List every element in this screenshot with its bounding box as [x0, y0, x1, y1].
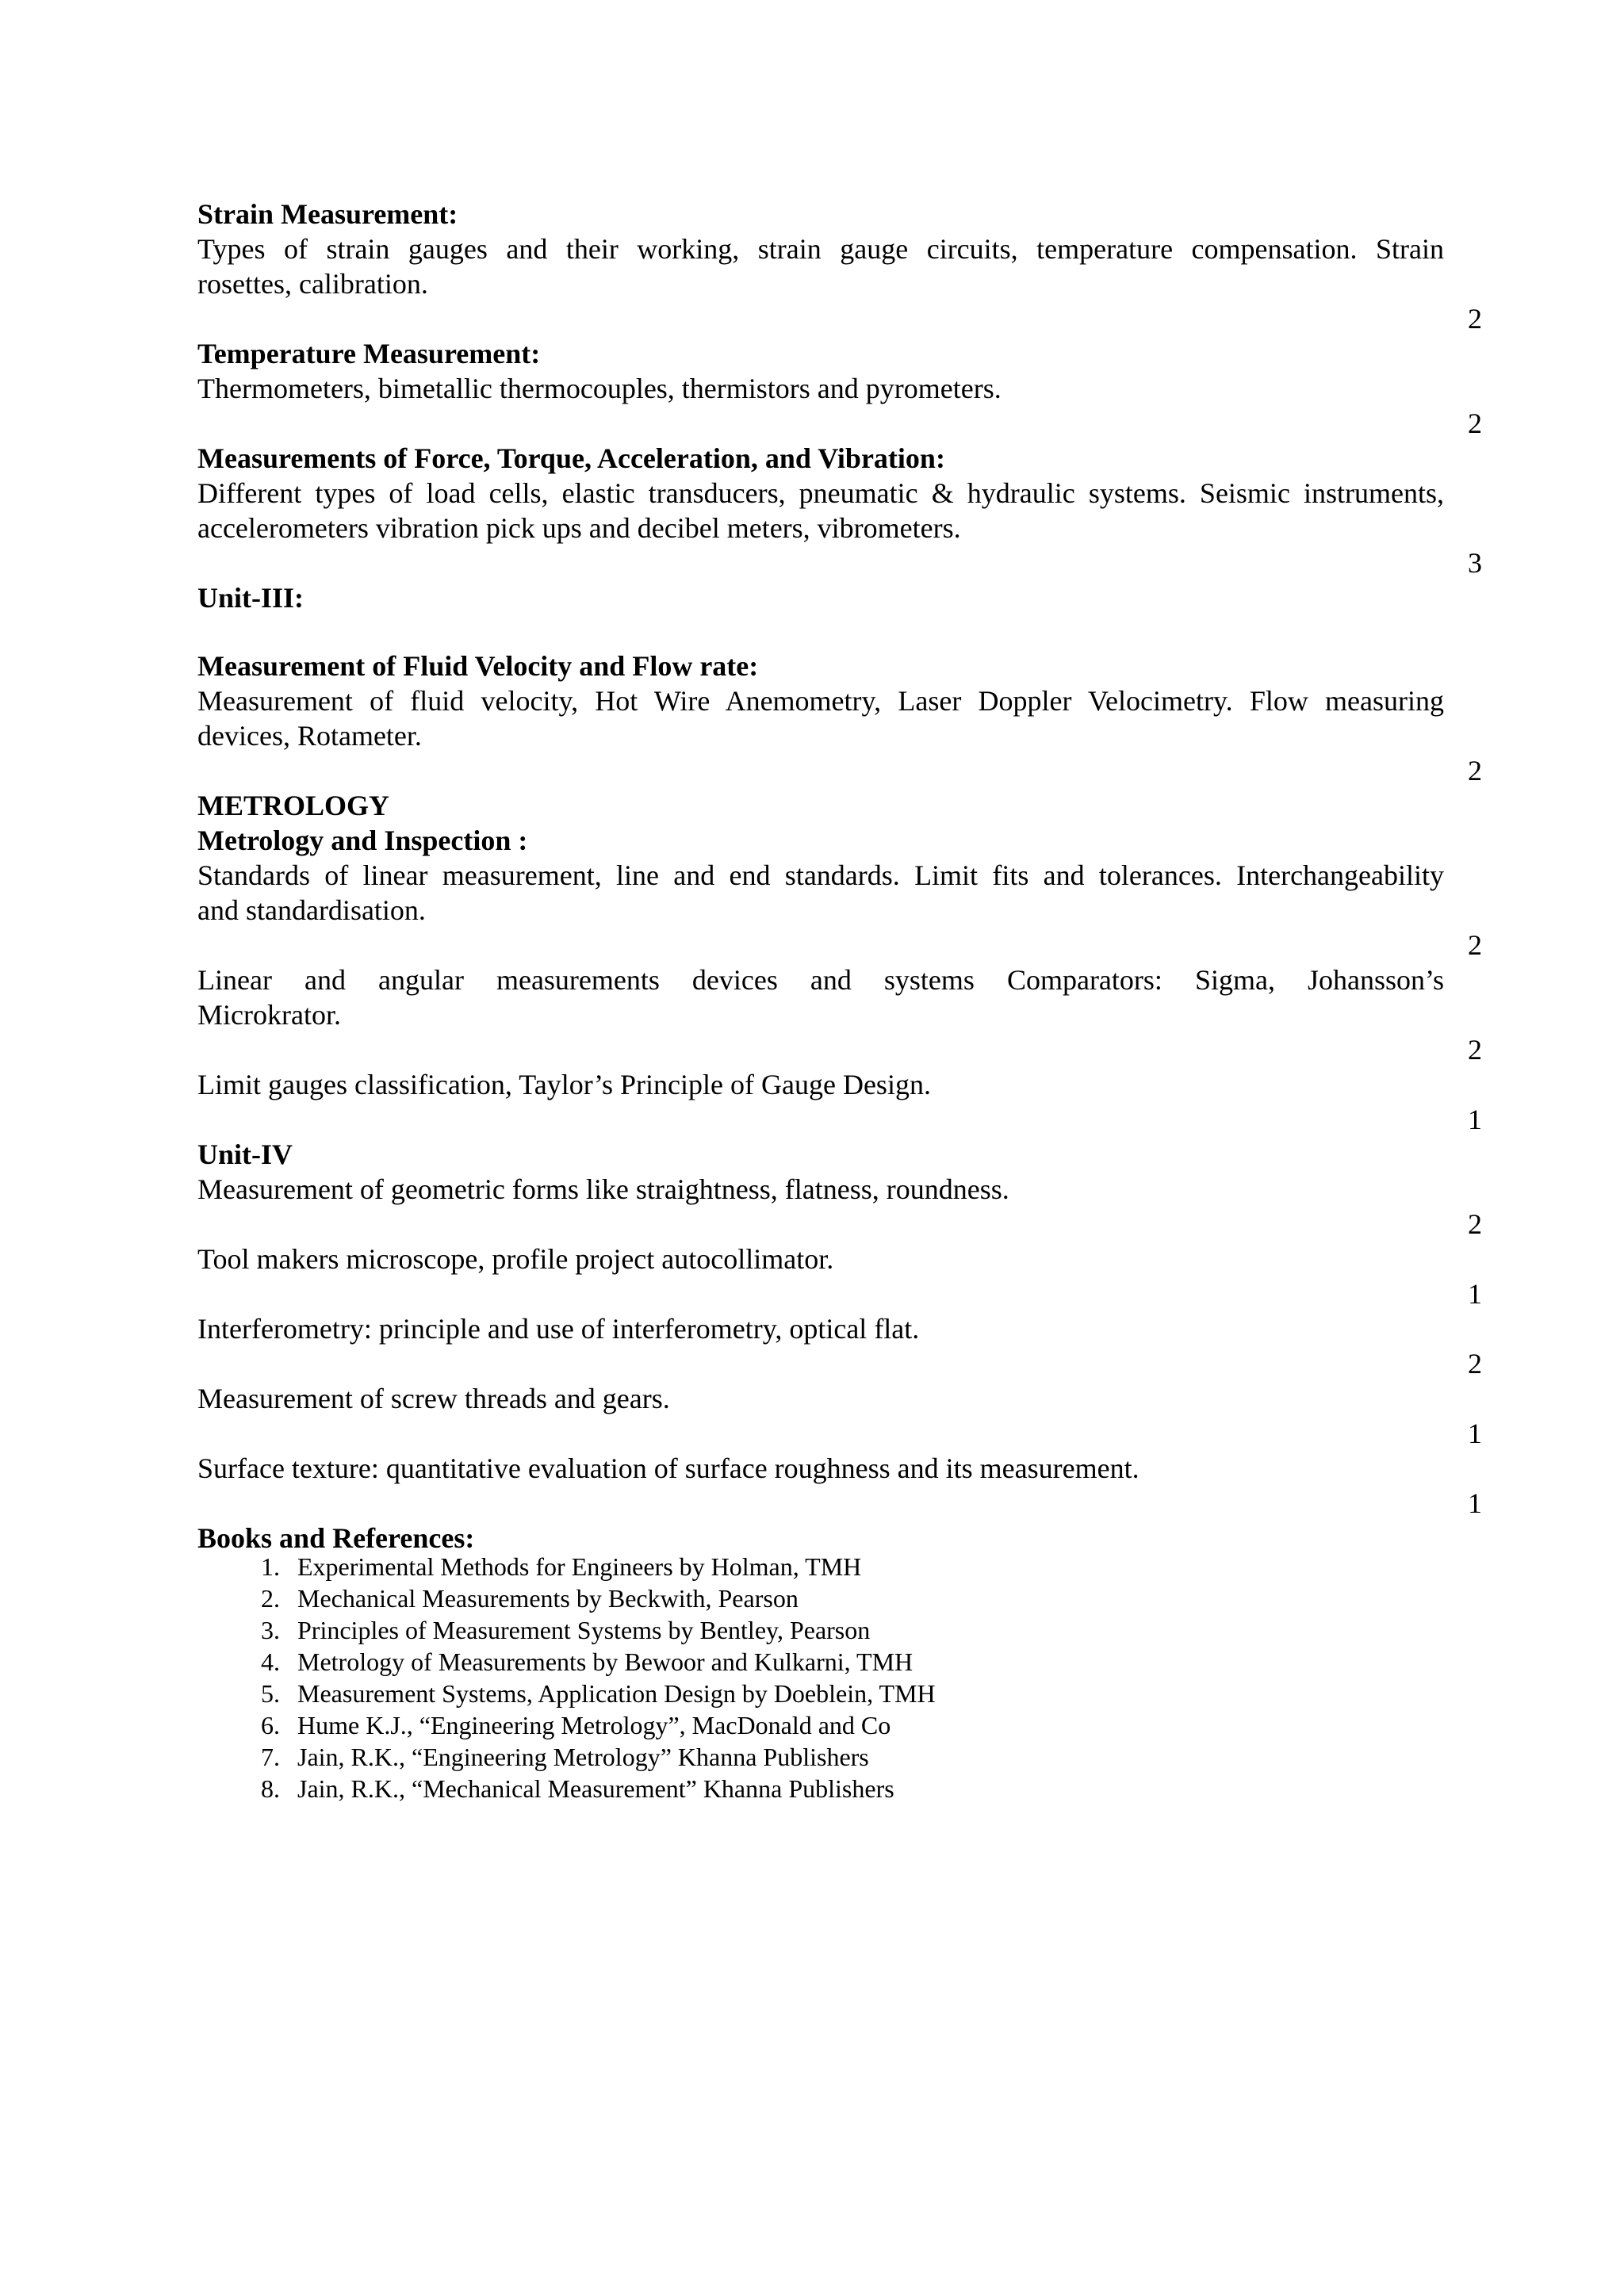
list-item-number: 6. [261, 1711, 280, 1739]
metrology-text-line2: and standardisation. [197, 894, 426, 926]
list-item-text: Mechanical Measurements by Beckwith, Pearson [297, 1584, 799, 1613]
fluid-hours: 2 [1468, 755, 1482, 786]
list-item-number: 8. [261, 1774, 280, 1803]
list-item-text: Experimental Methods for Engineers by Holman, TMH [297, 1552, 862, 1581]
list-item [197, 1551, 936, 1582]
list-item-number: 4. [261, 1647, 280, 1676]
list-item-text: Hume K.J., “Engineering Metrology”, MacDonald and Co [297, 1711, 891, 1739]
list-item [197, 1646, 936, 1678]
fluid-heading: Measurement of Fluid Velocity and Flow rate: [197, 650, 759, 682]
list-item-number: 3. [261, 1616, 280, 1644]
temperature-hours: 2 [1468, 408, 1482, 439]
temperature-heading: Temperature Measurement: [197, 338, 541, 369]
references-list [197, 1551, 936, 1804]
linear-hours: 2 [1468, 1034, 1482, 1066]
limit-text-line1: Limit gauges classification, Taylor’s Principle of Gauge Design. [197, 1069, 931, 1100]
force-heading: Measurements of Force, Torque, Acceleration, and Vibration: [197, 442, 945, 474]
unit4-heading: Unit-IV [197, 1138, 293, 1170]
unit4-text-line1: Measurement of geometric forms like straightness, flatness, roundness. [197, 1173, 1009, 1205]
force-text-line2: accelerometers vibration pick ups and decibel meters, vibrometers. [197, 512, 961, 544]
list-item [197, 1678, 936, 1709]
metrology-hours: 2 [1468, 929, 1482, 961]
temperature-text-line1: Thermometers, bimetallic thermocouples, thermistors and pyrometers. [197, 373, 1002, 404]
toolmakers-hours: 1 [1468, 1278, 1482, 1310]
surface-text-line1: Surface texture: quantitative evaluation of surface roughness and its measurement. [197, 1452, 1139, 1484]
fluid-text-line2: devices, Rotameter. [197, 720, 422, 752]
list-item-text: Jain, R.K., “Mechanical Measurement” Khanna Publishers [297, 1774, 894, 1803]
force-hours: 3 [1468, 547, 1482, 579]
linear-text-line1: Linear and angular measurements devices and systems Comparators: Sigma, Johansson’s [197, 964, 1444, 996]
references-heading: Books and References: [197, 1522, 475, 1554]
list-item-text: Principles of Measurement Systems by Bentley, Pearson [297, 1616, 871, 1644]
list-item-number: 2. [261, 1584, 280, 1613]
unit4-hours: 2 [1468, 1208, 1482, 1240]
list-item [197, 1709, 936, 1741]
list-item-text: Jain, R.K., “Engineering Metrology” Khanna Publishers [297, 1743, 869, 1771]
list-item [197, 1582, 936, 1614]
metrology-subheading: Metrology and Inspection : [197, 825, 528, 856]
screw-hours: 1 [1468, 1418, 1482, 1449]
strain-text-line1: Types of strain gauges and their working, strain gauge circuits, temperature compensation. Strain [197, 233, 1444, 265]
list-item-number: 7. [261, 1743, 280, 1771]
linear-text-line2: Microkrator. [197, 999, 341, 1031]
list-item-text: Measurement Systems, Application Design by Doeblein, TMH [297, 1679, 936, 1708]
list-item [197, 1614, 936, 1646]
screw-text-line1: Measurement of screw threads and gears. [197, 1383, 670, 1414]
force-text-line1: Different types of load cells, elastic transducers, pneumatic & hydraulic systems. Seismic instruments, [197, 477, 1444, 509]
strain-hours: 2 [1468, 303, 1482, 335]
list-item-number: 5. [261, 1679, 280, 1708]
interferometry-text-line1: Interferometry: principle and use of interferometry, optical flat. [197, 1313, 920, 1345]
strain-heading: Strain Measurement: [197, 198, 458, 230]
unit3-heading: Unit-III: [197, 582, 304, 614]
interferometry-hours: 2 [1468, 1348, 1482, 1380]
strain-text-line2: rosettes, calibration. [197, 268, 428, 300]
list-item [197, 1741, 936, 1773]
toolmakers-text-line1: Tool makers microscope, profile project autocollimator. [197, 1243, 834, 1275]
list-item-number: 1. [261, 1552, 280, 1581]
metrology-text-line1: Standards of linear measurement, line and end standards. Limit fits and tolerances. Interchangeability [197, 859, 1444, 891]
surface-hours: 1 [1468, 1487, 1482, 1519]
limit-hours: 1 [1468, 1104, 1482, 1135]
list-item [197, 1773, 936, 1804]
fluid-text-line1: Measurement of fluid velocity, Hot Wire Anemometry, Laser Doppler Velocimetry. Flow measuring [197, 685, 1444, 717]
list-item-text: Metrology of Measurements by Bewoor and Kulkarni, TMH [297, 1647, 914, 1676]
metrology-heading: METROLOGY [197, 790, 390, 821]
